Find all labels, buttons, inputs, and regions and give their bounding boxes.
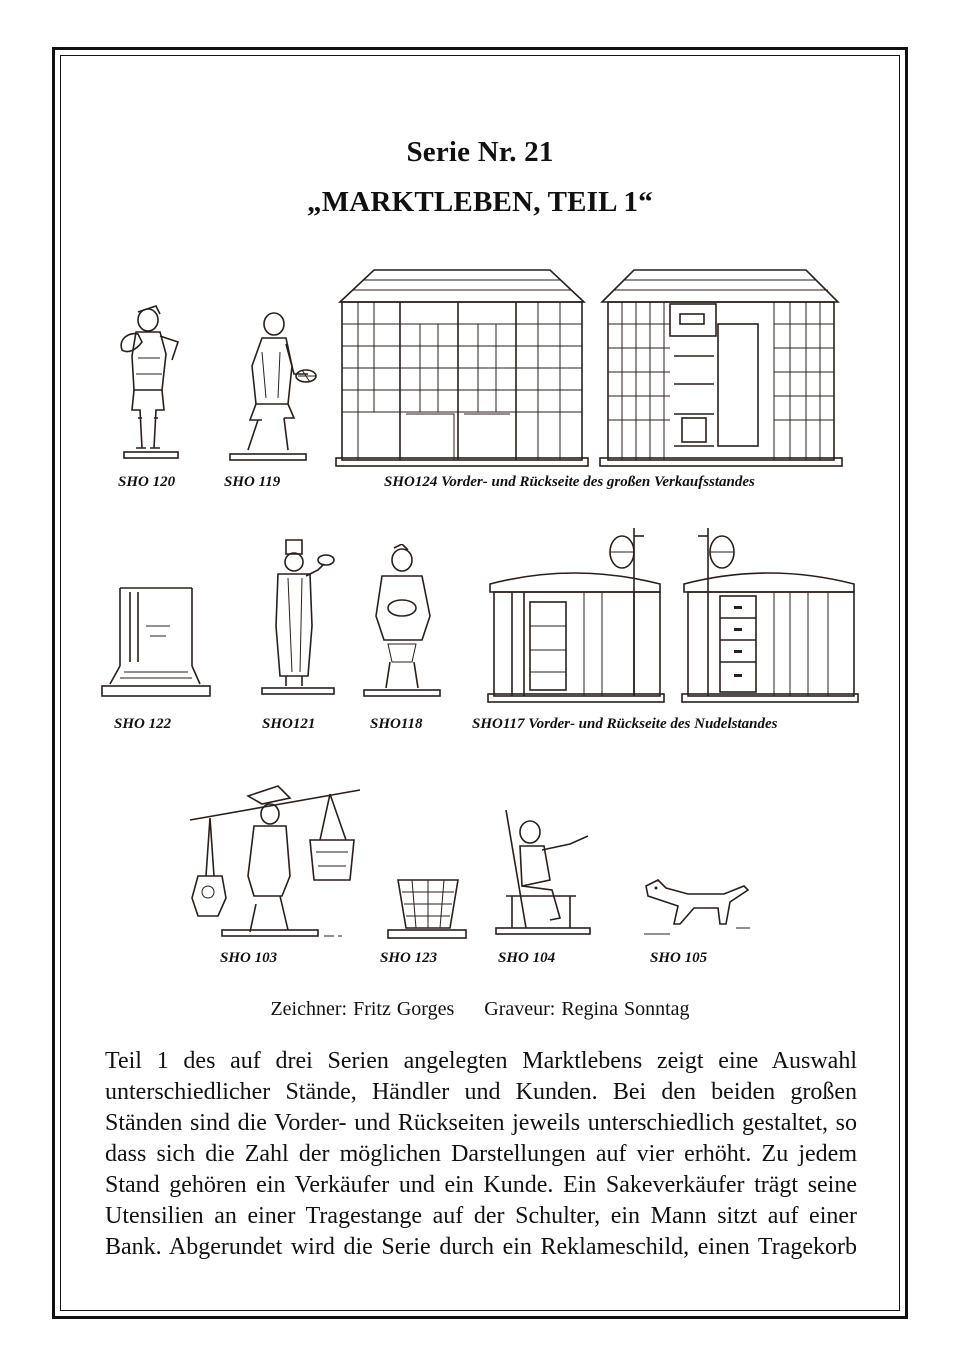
stall-caption	[384, 474, 755, 491]
engraver-credit: Graveur: Regina Sonntag	[484, 998, 690, 1020]
figure-caption: SHO118	[370, 716, 423, 732]
seated-man-icon	[486, 806, 596, 938]
noodle-stand-code: SHO117	[472, 716, 525, 732]
market-stall-front-icon	[334, 264, 590, 468]
figure-caption: SHO 103	[220, 950, 278, 966]
noodle-stand-back-icon	[678, 526, 860, 706]
signboard-icon	[100, 586, 212, 702]
vendor-figure-icon	[222, 308, 322, 466]
series-number: Serie Nr. 21	[406, 136, 554, 168]
series-title: „MARKTLEBEN, TEIL 1“	[307, 186, 653, 218]
noodle-stand-caption	[472, 716, 777, 733]
credits	[0, 998, 960, 1021]
description-paragraph: Teil 1 des auf drei Serien angelegten Marktlebens zeigt eine Auswahl unterschiedlicher Stände, Händler und Kunden. Bei den beiden großen Ständen sind die Vorder- und Rückseiten jeweils unterschiedlich gestaltet, so dass sich die Zahl der möglichen Darstellungen auf vier erhöht. Zu jedem Stand gehören ein Verkäufer und ein Kunde. Ein Sakeverkäufer trägt seine Utensilien an einer Tragestange auf der Schulter, ein Mann sitzt auf einer Bank. Abgerundet wird die Serie durch ein Reklameschild, einen Tragekorb	[105, 1048, 857, 1260]
drawer-credit: Zeichner: Fritz Gorges	[270, 998, 455, 1020]
figure-caption: SHO 120	[118, 474, 176, 490]
stall-description: Vorder- und Rückseite des großen Verkaufsstandes	[441, 474, 755, 490]
figure-caption: SHO121	[262, 716, 316, 732]
noodle-stand-front-icon	[484, 526, 666, 706]
figure-caption: SHO 122	[114, 716, 172, 732]
basket-icon	[384, 876, 470, 944]
market-stall-back-icon	[598, 264, 844, 468]
noodle-stand-description: Vorder- und Rückseite des Nudelstandes	[528, 716, 778, 732]
dog-icon	[640, 876, 754, 940]
figure-caption: SHO 104	[498, 950, 556, 966]
stall-code: SHO124	[384, 474, 438, 490]
porter-figure-icon	[108, 298, 188, 464]
figure-caption: SHO 123	[380, 950, 438, 966]
drinking-figure-icon	[258, 536, 344, 698]
figure-caption: SHO 105	[650, 950, 708, 966]
figure-caption: SHO 119	[224, 474, 281, 490]
customer-figure-icon	[356, 544, 446, 700]
sake-carrier-icon	[184, 780, 364, 946]
